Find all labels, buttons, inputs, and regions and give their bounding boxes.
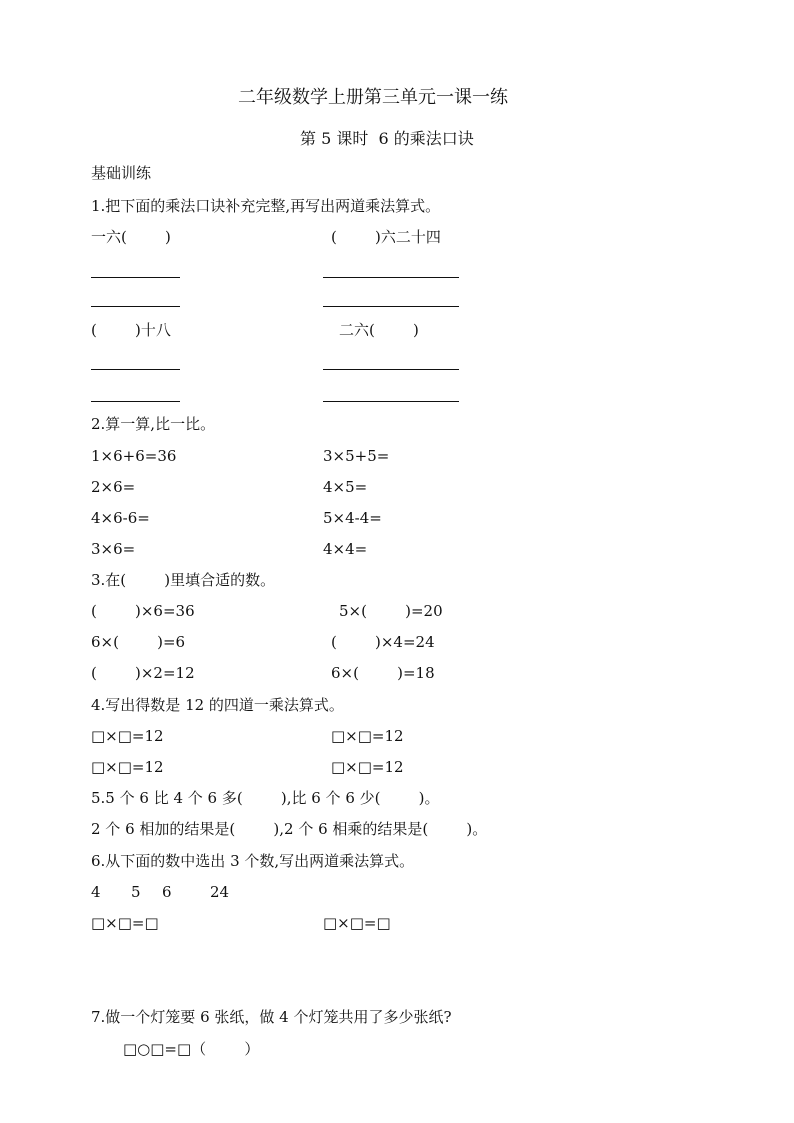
page-subtitle: 第 5 课时 6 的乘法口诀: [300, 129, 474, 148]
question-4-right-1: □×□=12: [331, 727, 404, 745]
question-3-right-3: 6×( )=18: [331, 664, 435, 682]
question-1-prompt: 1.把下面的乘法口诀补充完整,再写出两道乘法算式。: [91, 197, 441, 215]
question-2-left-2: 2×6=: [91, 478, 136, 496]
question-6-number: 5: [131, 883, 141, 901]
question-2-prompt: 2.算一算,比一比。: [91, 415, 216, 433]
question-3-left-2: 6×( )=6: [91, 633, 186, 651]
question-6-right-equation: □×□=□: [323, 914, 391, 932]
question-5-line-2: 2 个 6 相加的结果是( ),2 个 6 相乘的结果是( )。: [91, 820, 488, 838]
answer-line[interactable]: [91, 306, 180, 307]
answer-line[interactable]: [91, 277, 180, 278]
answer-line[interactable]: [91, 369, 180, 370]
question-2-left-1: 1×6+6=36: [91, 447, 177, 465]
question-3-right-2: ( )×4=24: [331, 633, 435, 651]
answer-line[interactable]: [323, 369, 459, 370]
question-4-left-1: □×□=12: [91, 727, 164, 745]
question-4-right-2: □×□=12: [331, 758, 404, 776]
question-7-prompt: 7.做一个灯笼要 6 张纸，做 4 个灯笼共用了多少张纸?: [91, 1008, 452, 1026]
question-2-right-4: 4×4=: [323, 540, 368, 558]
question-4-left-2: □×□=12: [91, 758, 164, 776]
question-7-answer: □○□=□（ ）: [123, 1040, 260, 1058]
question-1-item-2: ( )六二十四: [331, 228, 441, 246]
question-2-right-1: 3×5+5=: [323, 447, 390, 465]
question-1-item-3: ( )十八: [91, 321, 171, 339]
question-3-prompt: 3.在( )里填合适的数。: [91, 571, 276, 589]
page-title: 二年级数学上册第三单元一课一练: [238, 87, 508, 108]
question-1-item-4: 二六( ): [339, 321, 419, 339]
section-heading: 基础训练: [91, 164, 152, 182]
question-6-prompt: 6.从下面的数中选出 3 个数,写出两道乘法算式。: [91, 852, 415, 870]
answer-line[interactable]: [323, 306, 459, 307]
answer-line[interactable]: [323, 277, 459, 278]
question-6-number: 4: [91, 883, 101, 901]
question-3-left-1: ( )×6=36: [91, 602, 195, 620]
answer-line[interactable]: [323, 401, 459, 402]
question-1-item-1: 一六( ): [91, 228, 171, 246]
question-2-left-3: 4×6-6=: [91, 509, 150, 527]
question-6-left-equation: □×□=□: [91, 914, 159, 932]
question-3-right-1: 5×( )=20: [339, 602, 443, 620]
question-6-number: 24: [210, 883, 230, 901]
question-6-number: 6: [162, 883, 172, 901]
question-2-left-4: 3×6=: [91, 540, 136, 558]
question-4-prompt: 4.写出得数是 12 的四道一乘法算式。: [91, 696, 344, 714]
question-2-right-2: 4×5=: [323, 478, 368, 496]
question-3-left-3: ( )×2=12: [91, 664, 195, 682]
answer-line[interactable]: [91, 401, 180, 402]
question-2-right-3: 5×4-4=: [323, 509, 382, 527]
question-5-line-1: 5.5 个 6 比 4 个 6 多( ),比 6 个 6 少( )。: [91, 789, 440, 807]
